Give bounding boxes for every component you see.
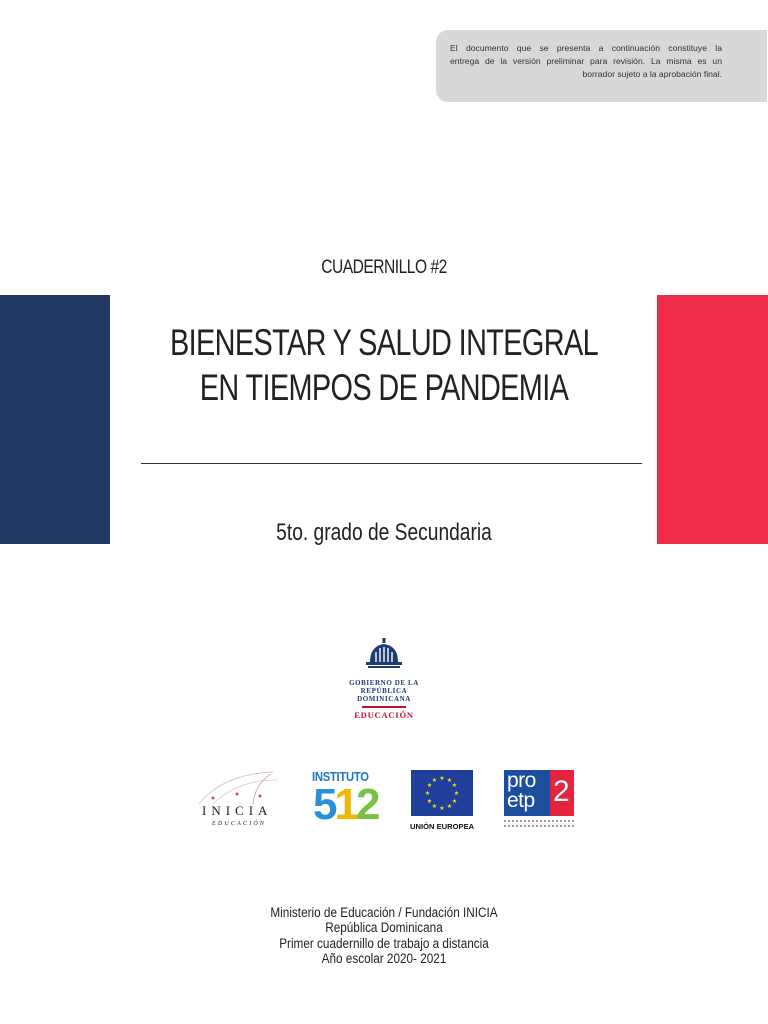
footer-line-1: Ministerio de Educación / Fundación INICIA — [270, 905, 498, 920]
footer-line-2: República Dominicana — [325, 920, 443, 936]
svg-text:★: ★ — [426, 798, 433, 805]
capitol-dome-icon — [362, 638, 406, 674]
notice-line-1: El documento que se presenta a continuación constituye la — [450, 43, 722, 53]
footer-line-4: Año escolar 2020- 2021 — [321, 950, 447, 966]
svg-text:★: ★ — [453, 790, 460, 797]
svg-text:★: ★ — [451, 782, 458, 789]
gov-line-3: DOMINICANA — [357, 695, 411, 703]
instituto-digit-5: 5 — [313, 780, 335, 829]
european-union-logo — [410, 770, 474, 834]
draft-notice — [436, 30, 767, 102]
eu-flag-icon — [411, 770, 473, 816]
gov-line-1: GOBIERNO DE LA — [349, 679, 419, 687]
gov-line-2: REPÚBLICA — [360, 687, 408, 695]
proetp-word-pro: pro — [507, 769, 536, 792]
instituto-digit-2: 2 — [355, 780, 378, 829]
publication-footer — [50, 905, 718, 966]
svg-text:★: ★ — [431, 777, 438, 784]
title-line-1: BIENESTAR Y SALUD INTEGRAL — [169, 322, 599, 363]
notice-line-2: entrega de la versión preliminar para revisión. La misma es un — [450, 56, 722, 66]
inicia-subtitle: EDUCACIÓN — [212, 821, 267, 827]
instituto-512-logo — [312, 770, 380, 830]
inicia-logo — [193, 770, 281, 832]
eu-stars-icon — [411, 770, 473, 816]
instituto-digit-1: 1 — [334, 780, 356, 829]
proetp-word-etp: etp — [507, 789, 535, 812]
document-title — [84, 320, 683, 410]
svg-text:★: ★ — [426, 782, 433, 789]
title-divider — [141, 463, 642, 464]
proetp-fine-print-2 — [504, 825, 574, 827]
instituto-label: INSTITUTO — [312, 770, 369, 784]
svg-text:★: ★ — [424, 790, 431, 797]
instituto-number — [313, 780, 377, 830]
proetp2-logo — [504, 770, 576, 832]
svg-text:★: ★ — [431, 803, 438, 810]
gov-department: EDUCACIÓN — [354, 709, 414, 720]
title-line-2: EN TIEMPOS DE PANDEMIA — [199, 367, 569, 408]
inicia-name: INICIA — [202, 803, 273, 818]
svg-text:★: ★ — [446, 803, 453, 810]
footer-line-3: Primer cuadernillo de trabajo a distancia — [279, 935, 489, 951]
grade-label: 5to. grado de Secundaria — [276, 519, 492, 546]
series-label: CUADERNILLO #2 — [321, 257, 447, 278]
svg-text:★: ★ — [451, 798, 458, 805]
eu-label: UNIÓN EUROPEA — [410, 822, 475, 831]
government-education-logo — [344, 638, 424, 724]
gov-divider — [362, 706, 406, 708]
proetp-number: 2 — [553, 775, 570, 808]
svg-text:★: ★ — [439, 775, 445, 782]
inicia-arc-icon — [193, 770, 281, 806]
svg-text:★: ★ — [439, 805, 445, 812]
notice-line-3: borrador sujeto a la aprobación final. — [582, 69, 722, 79]
svg-text:★: ★ — [446, 777, 453, 784]
proetp-fine-print-1 — [504, 820, 574, 822]
